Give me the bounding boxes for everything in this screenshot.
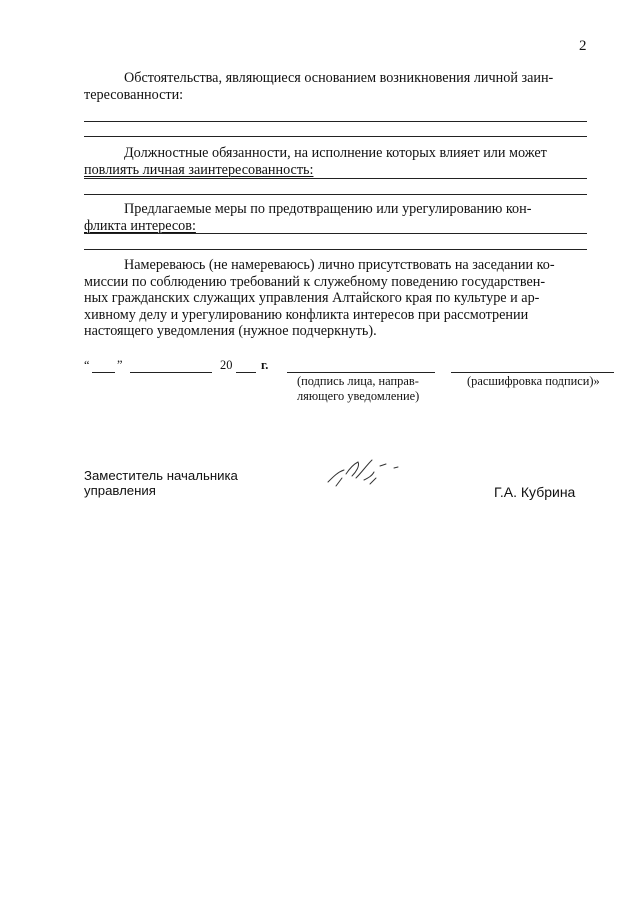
signer-position bbox=[84, 468, 238, 498]
date-day-blank bbox=[92, 372, 115, 373]
measures-answer-line-2 bbox=[84, 249, 587, 250]
signer-position-line1: Заместитель начальника bbox=[84, 468, 238, 483]
duties-answer-line-1 bbox=[84, 178, 587, 179]
date-year-suffix: г. bbox=[261, 358, 269, 372]
date-close-quote: ” bbox=[117, 358, 123, 372]
circumstances-label-line2: тересованности: bbox=[84, 86, 184, 103]
measures-label-line2: фликта интересов: bbox=[84, 217, 196, 234]
intention-line-1: Намереваюсь (не намереваюсь) лично присутствовать на заседании ко- bbox=[124, 257, 555, 273]
signer-caption bbox=[297, 374, 437, 404]
handwritten-signature bbox=[322, 452, 402, 497]
signer-caption-line1: (подпись лица, направ- bbox=[297, 374, 419, 388]
measures-answer-line-1 bbox=[84, 233, 587, 234]
date-month-blank bbox=[130, 372, 212, 373]
duties-answer-line-2 bbox=[84, 194, 587, 195]
intention-line-4: хивному делу и урегулированию конфликта интересов при рассмотрении bbox=[84, 306, 529, 323]
decoding-caption: (расшифровка подписи)» bbox=[467, 374, 600, 388]
intention-line-2: миссии по соблюдению требований к служебному поведению государствен- bbox=[84, 273, 546, 290]
signer-name: Г.А. Кубрина bbox=[494, 484, 576, 500]
date-open-quote: “ bbox=[84, 358, 90, 372]
circumstances-answer-line-2 bbox=[84, 136, 587, 137]
duties-paragraph bbox=[84, 145, 587, 178]
date-year-prefix: 20 bbox=[220, 358, 233, 372]
duties-label-line2: повлиять личная заинтересованность: bbox=[84, 161, 314, 178]
intention-line-5: настоящего уведомления (нужное подчеркнуть). bbox=[84, 323, 377, 340]
signer-caption-line2: ляющего уведомление) bbox=[297, 389, 420, 403]
measures-label-line1: Предлагаемые меры по предотвращению или урегулированию кон- bbox=[124, 201, 532, 217]
signer-position-line2: управления bbox=[84, 483, 156, 498]
measures-paragraph bbox=[84, 201, 587, 234]
signature-decoding-blank bbox=[451, 372, 614, 373]
circumstances-answer-line-1 bbox=[84, 121, 587, 122]
duties-label-line1: Должностные обязанности, на исполнение которых влияет или может bbox=[124, 145, 547, 161]
circumstances-label-line1: Обстоятельства, являющиеся основанием возникновения личной заин- bbox=[124, 70, 554, 86]
intention-line-3: ных гражданских служащих управления Алтайского края по культуре и ар- bbox=[84, 290, 540, 307]
intention-paragraph bbox=[84, 257, 587, 340]
page-number: 2 bbox=[579, 38, 587, 54]
date-year-blank bbox=[236, 372, 256, 373]
signer-signature-blank bbox=[287, 372, 435, 373]
circumstances-paragraph bbox=[84, 70, 587, 103]
